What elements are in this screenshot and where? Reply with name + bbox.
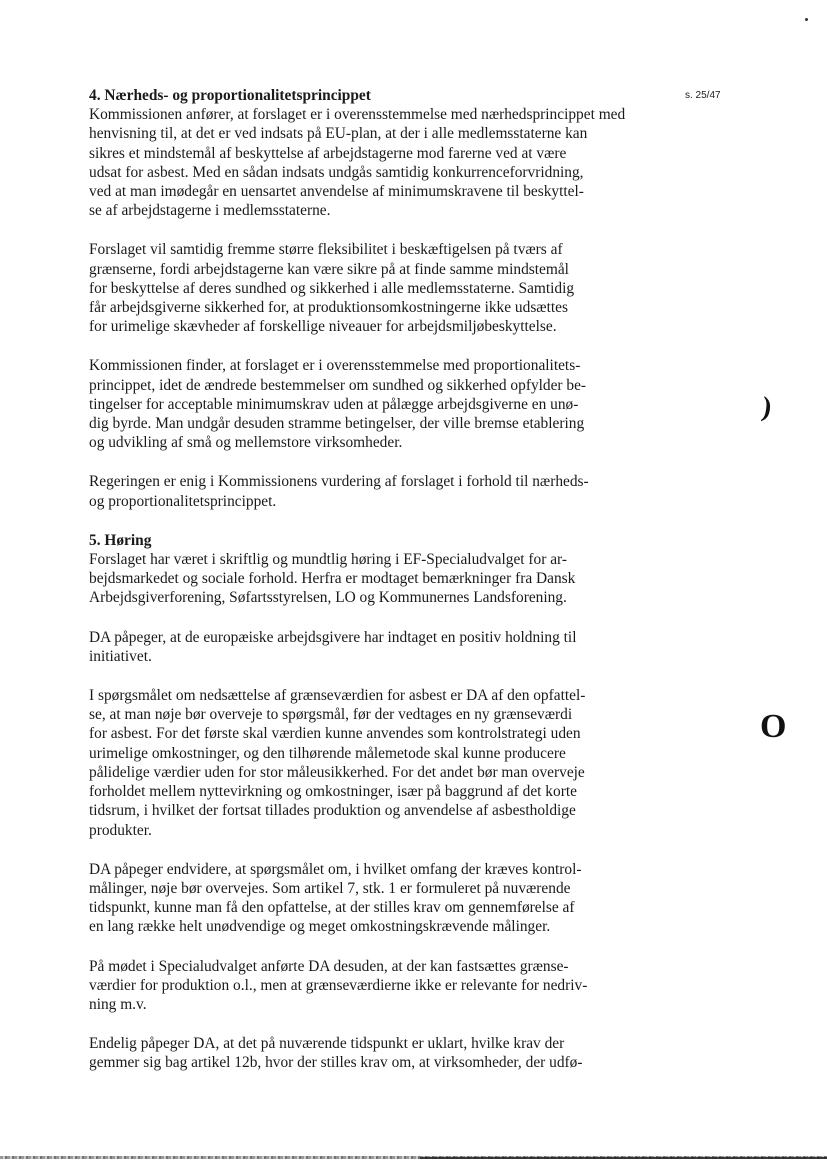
- paragraph: [89, 1034, 649, 1072]
- text-line: for beskyttelse af deres sundhed og sikkerhed i alle medlemsstaterne. Samtidig: [89, 279, 575, 297]
- text-line: DA påpeger endvidere, at spørgsmålet om, i hvilket omfang der kræves kontrol-: [89, 860, 582, 878]
- paragraph: [89, 240, 649, 336]
- text-line: og proportionalitetsprincippet.: [89, 492, 277, 510]
- text-line: for asbest. For det første skal værdien kunne anvendes som kontrolstrategi uden: [89, 725, 581, 743]
- paragraph: [89, 957, 649, 1015]
- text-line: Kommissionen finder, at forslaget er i overensstemmelse med proportionalitets-: [89, 357, 581, 375]
- text-line: værdier for produktion o.l., men at grænseværdierne ikke er relevante for nedriv-: [89, 976, 588, 994]
- text-line: pålidelige værdier uden for stor måleusikkerhed. For det andet bør man overveje: [89, 763, 585, 781]
- section-4-intro: [89, 86, 649, 220]
- text-line: får arbejdsgiverne sikkerhed for, at produktionsomkostningerne ikke udsættes: [89, 299, 568, 317]
- text-line: DA påpeger, at de europæiske arbejdsgivere har indtaget en positiv holdning til: [89, 628, 577, 646]
- text-line: se af arbejdstagerne i medlemsstaterne.: [89, 202, 331, 220]
- text-line: målinger, nøje bør overvejes. Som artikel 7, stk. 1 er formuleret på nuværende: [89, 879, 571, 897]
- text-line: forholdet mellem nyttevirkning og omkostninger, især på baggrund af det korte: [89, 783, 577, 801]
- text-line: I spørgsmålet om nedsættelse af grænseværdien for asbest er DA af den opfattel-: [89, 687, 586, 705]
- document-body: [89, 86, 649, 1093]
- punch-hole-mark: O: [760, 708, 787, 745]
- text-line: ning m.v.: [89, 995, 147, 1013]
- page-number: s. 25/47: [685, 90, 721, 101]
- text-line: for urimelige skævheder af forskellige niveauer for arbejdsmiljøbeskyttelse.: [89, 318, 557, 336]
- paragraph: [89, 628, 649, 666]
- punch-hole-mark: ): [759, 391, 774, 424]
- text-line: en lang række helt unødvendige og meget omkostningskrævende målinger.: [89, 918, 551, 936]
- section-5-intro: [89, 531, 649, 608]
- text-line: Forslaget vil samtidig fremme større fleksibilitet i beskæftigelsen på tværs af: [89, 241, 563, 259]
- text-line: urimelige omkostninger, og den tilhørende målemetode skal kunne producere: [89, 744, 566, 762]
- text-line: initiativet.: [89, 647, 152, 665]
- text-line: gemmer sig bag artikel 12b, hvor der stilles krav om, at virksomheder, der udfø-: [89, 1054, 583, 1072]
- text-line: Arbejdsgiverforening, Søfartsstyrelsen, LO og Kommunernes Landsforening.: [89, 589, 567, 607]
- text-line: tidsrum, i hvilket der fortsat tillades produktion og anvendelse af asbestholdige: [89, 802, 576, 820]
- text-line: se, at man nøje bør overveje to spørgsmål, før der vedtages en ny grænseværdi: [89, 706, 573, 724]
- text-line: henvisning til, at det er ved indsats på EU-plan, at der i alle medlemsstaterne kan: [89, 125, 588, 143]
- text-line: bejdsmarkedet og sociale forhold. Herfra er modtaget bemærkninger fra Dansk: [89, 570, 576, 588]
- text-line: sikres et mindstemål af beskyttelse af arbejdstagerne mod farerne ved at være: [89, 144, 567, 162]
- text-line: På mødet i Specialudvalget anførte DA desuden, at der kan fastsættes grænse-: [89, 957, 569, 975]
- paragraph: [89, 356, 649, 452]
- paragraph: [89, 472, 649, 510]
- text-line: tidspunkt, kunne man få den opfattelse, at der stilles krav om gennemførelse af: [89, 899, 575, 917]
- paragraph: [89, 686, 649, 840]
- scan-speck: [805, 18, 808, 21]
- section-heading: 5. Høring: [89, 531, 152, 549]
- text-line: Endelig påpeger DA, at det på nuværende tidspunkt er uklart, hvilke krav der: [89, 1035, 565, 1053]
- text-line: tingelser for acceptable minimumskrav uden at pålægge arbejdsgiverne en unø-: [89, 395, 579, 413]
- text-line: udsat for asbest. Med en sådan indsats undgås samtidig konkurrenceforvridning,: [89, 163, 584, 181]
- text-line: Kommissionen anfører, at forslaget er i overensstemmelse med nærhedsprincippet med: [89, 106, 626, 124]
- text-line: Forslaget har været i skriftlig og mundtlig høring i EF-Specialudvalget for ar-: [89, 551, 567, 569]
- text-line: og udvikling af små og mellemstore virksomheder.: [89, 434, 403, 452]
- section-heading: 4. Nærheds- og proportionalitetsprincippet: [89, 87, 371, 104]
- text-line: produkter.: [89, 821, 152, 839]
- text-line: grænserne, fordi arbejdstagerne kan være sikre på at finde samme mindstemål: [89, 260, 569, 278]
- text-line: dig byrde. Man undgår desuden stramme betingelser, der ville bremse etablering: [89, 415, 585, 433]
- text-line: ved at man imødegår en uensartet anvendelse af minimumskravene til beskyttel-: [89, 183, 584, 201]
- text-line: princippet, idet de ændrede bestemmelser om sundhed og sikkerhed opfylder be-: [89, 376, 587, 394]
- scan-edge: [420, 1157, 827, 1159]
- text-line: Regeringen er enig i Kommissionens vurdering af forslaget i forhold til nærheds-: [89, 473, 589, 491]
- paragraph: [89, 860, 649, 937]
